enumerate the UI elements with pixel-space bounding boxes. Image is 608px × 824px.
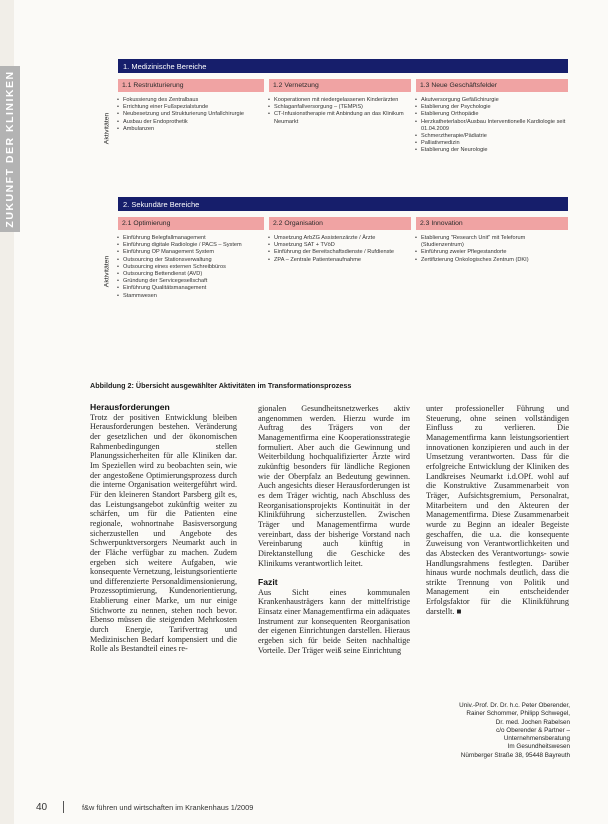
- list-item: • Einführung zweier Pflegestandorte: [414, 249, 566, 256]
- list-item: • Etablierung Orthopädie: [414, 111, 566, 118]
- section1-col3-list: [414, 97, 566, 155]
- section1-col1-header: 1.1 Restrukturierung: [118, 79, 264, 92]
- author-line: Unternehmensberatung: [503, 735, 570, 743]
- list-item: • Gründung der Servicegesellschaft: [116, 278, 266, 285]
- list-item: • Ambulanzen: [116, 126, 266, 133]
- section1-col2-header: 1.2 Vernetzung: [269, 79, 411, 92]
- list-item: • Palliativmedizin: [414, 140, 566, 147]
- paragraph: unter professioneller Führung und Steuerung, ohne seinen vollständigen Einfluss zu verlieren. Die Managementfirma kann leistungsorientiert innovationen konzipieren und auch in der Umsetzung verantworten. Dass für die erfolgreiche Entwicklung der Kliniken des Landkreises Neumarkt i.d.OPf. wohl auf die Konstruktive Zusammenarbeit von Träger, Aufsichtsgremium, Personalrat, Mitarbeitern und den Akteuren der Managementfirma. Diese Zusammenarbeit wurde zu Beginn an idealer Begeiste geschaffen, die u.a. die konsequente Zuweisung von Verantwortlichkeiten und das Abstecken des Verantwortungs- sowie Handlungsrahmens festlegten. Darüber hinaus wurde nochmals deutlich, dass die strikte Trennung von Politik und Management ein entscheidender Erfolgsfaktor für die Klinikführung darstellt. ■: [426, 404, 569, 616]
- author-line: Rainer Schommer, Philipp Schwegel,: [466, 710, 570, 718]
- list-item: • Errichtung einer Fußspezialstunde: [116, 104, 266, 111]
- author-line: Nürnberger Straße 38, 95448 Bayreuth: [460, 751, 570, 759]
- list-item: • Zertifizierung Onkologisches Zentrum (DKI): [414, 257, 566, 264]
- section1-title-band: 1. Medizinische Bereiche: [118, 59, 568, 73]
- page-number: 40: [36, 802, 48, 813]
- section-side-label: ZUKUNFT DER KLINIKEN: [4, 70, 16, 228]
- list-item: • Stammwesen: [116, 293, 266, 300]
- section2-title-band: 2. Sekundäre Bereiche: [118, 197, 568, 211]
- author-line: Dr. med. Jochen Rabelsen: [495, 718, 570, 726]
- section2-row-label: Aktivitäten: [103, 255, 111, 288]
- section-heading-challenges: Herausforderungen: [90, 402, 170, 412]
- section1-col1-list: [116, 97, 266, 133]
- paragraph: Aus Sicht eines kommunalen Krankenhausträgers kann der mittelfristige Einsatz einer Managementfirma ein adäquates Instrument zur konsequenten Reorganisation der eigenen Einrichtungen darstellen. Hieraus ergeben sich für beide Seiten nachhaltige Vorteile. Der Träger weiß seine Einrichtung: [258, 587, 410, 655]
- section2-col1-header: 2.1 Optimierung: [118, 217, 264, 230]
- list-item: • Herzkatheterlabor/Ausbau Interventionelle Kardiologie seit 01.04.2009: [414, 119, 566, 133]
- article-column-2: [258, 404, 410, 655]
- footer-divider: [63, 801, 64, 813]
- section2-col1-list: [116, 235, 266, 300]
- section2-col3-list: [414, 235, 566, 264]
- paragraph: Trotz der positiven Entwicklung bleiben Herausforderungen bestehen. Veränderung der gesetzlichen und der ökonomischen Rahmenbedingungen stellen Planungssicherheiten für alle Kliniken dar. Im Speziellen wird zu beobachten sein, wie der angestoßene Optimierungsprozess durch die interne Organisation weitergeführt wird. Für den kleineren Standort Parsberg gilt es, das Leistungsangebot zukünftig weiter zu schärfen, um für die Patienten eine regionale, wohnortnahe Basisversorgung sicherzustellen und Angebote des Schwerpunktversorgers Neumarkt auch in der Fläche verfügbar zu machen. Zudem ergeben sich weitere Aufgaben, wie konsequente Vernetzung, leistungsorientierte und differenzierte Personaldimensionierung, Prozessoptimierung, Kundenorientierung, Etablierung einer Marke, um nur einige Stichworte zu nennen, stehen noch bevor. Ebenso müssen die steigenden Mehrkosten durch Energie, Tarifvertrag und Medizinischen Bedarf kompensiert und die Rolle als Bestandteil eines re-: [90, 412, 237, 654]
- list-item: • Schmerztherapie/Pädiatrie: [414, 133, 566, 140]
- list-item: • Einführung Belegfallmanagement: [116, 235, 266, 242]
- list-item: • Outsourcing eines externen Schreibbüros: [116, 264, 266, 271]
- list-item: • ZPA – Zentrale Patientenaufnahme: [267, 257, 407, 264]
- list-item: • Fokussierung des Zentralbaus: [116, 97, 266, 104]
- list-item: • Einführung OP Management System: [116, 249, 266, 256]
- list-item: • Kooperationen mit niedergelassenen Kinderärzten: [267, 97, 407, 104]
- paragraph: gionalen Gesundheitsnetzwerkes aktiv angenommen werden. Hierzu wurde im Auftrag des Trägers von der Managementfirma eine Kooperationsstrategie formuliert. Aber auch die Gewinnung und Weiterbildung hochqualifizierter Ärzte wird zukünftig besonders für ländliche Regionen wie der Oberpfalz an Bedeutung gewinnen. Auch angesichts dieser Herausforderungen ist es dem Träger wichtig, nach Abschluss des Reorganisationsprojekts Kontinuität in der Klinikführung sicherzustellen. Zwischen Träger und Managementfirma wurde vereinbart, dass der bisherige Vorstand nach Vereinbarung auch künftig in Direktanstellung die Geschicke des Klinikums verantwortlich leitet.: [258, 404, 410, 568]
- list-item: • Einführung der Bereitschaftsdienste / Rufdienste: [267, 249, 407, 256]
- list-item: • Akutversorgung Gefäßchirurgie: [414, 97, 566, 104]
- list-item: • Outsourcing der Stationsverwaltung: [116, 257, 266, 264]
- author-line: c/o Oberender & Partner –: [496, 726, 570, 734]
- article-column-1: [90, 403, 237, 654]
- list-item: • Umsetzung SAT + TVöD: [267, 242, 407, 249]
- list-item: • Ausbau der Endoprothetik: [116, 119, 266, 126]
- section2-col3-header: 2.3 Innovation: [416, 217, 568, 230]
- list-item: • Etablierung der Neurologie: [414, 147, 566, 154]
- section1-col2-list: [267, 97, 407, 126]
- list-item: • Einführung digitale Radiologie / PACS – System: [116, 242, 266, 249]
- section-heading-conclusion: Fazit: [258, 577, 278, 588]
- list-item: • Etablierung "Research Unit" mit Teleforum (Studienzentrum): [414, 235, 566, 249]
- list-item: • Schlaganfallversorgung – (TEMPiS): [267, 104, 407, 111]
- author-block: [410, 702, 570, 760]
- section2-col2-list: [267, 235, 407, 264]
- figure-caption: Abbildung 2: Übersicht ausgewählter Aktivitäten im Transformationsprozess: [90, 381, 352, 390]
- author-line: Univ.-Prof. Dr. Dr. h.c. Peter Oberender,: [459, 702, 570, 709]
- author-line: Im Gesundheitswesen: [507, 743, 570, 751]
- journal-name: f&w führen und wirtschaften im Krankenhaus 1/2009: [82, 803, 254, 812]
- list-item: • Etablierung der Psychologie: [414, 104, 566, 111]
- list-item: • CT-Infusionstherapie mit Anbindung an das Klinikum Neumarkt: [267, 111, 407, 125]
- list-item: • Umsetzung ArbZG Assistenzärzte / Ärzte: [267, 235, 407, 242]
- article-column-3: [426, 404, 569, 616]
- list-item: • Einführung Qualitätsmanagement: [116, 285, 266, 292]
- list-item: • Neubesetzung und Strukturierung Unfallchirurgie: [116, 111, 266, 118]
- list-item: • Outsourcing Bettendienst (AVD): [116, 271, 266, 278]
- section2-col2-header: 2.2 Organisation: [269, 217, 411, 230]
- section1-col3-header: 1.3 Neue Geschäftsfelder: [416, 79, 568, 92]
- section1-row-label: Aktivitäten: [103, 112, 111, 145]
